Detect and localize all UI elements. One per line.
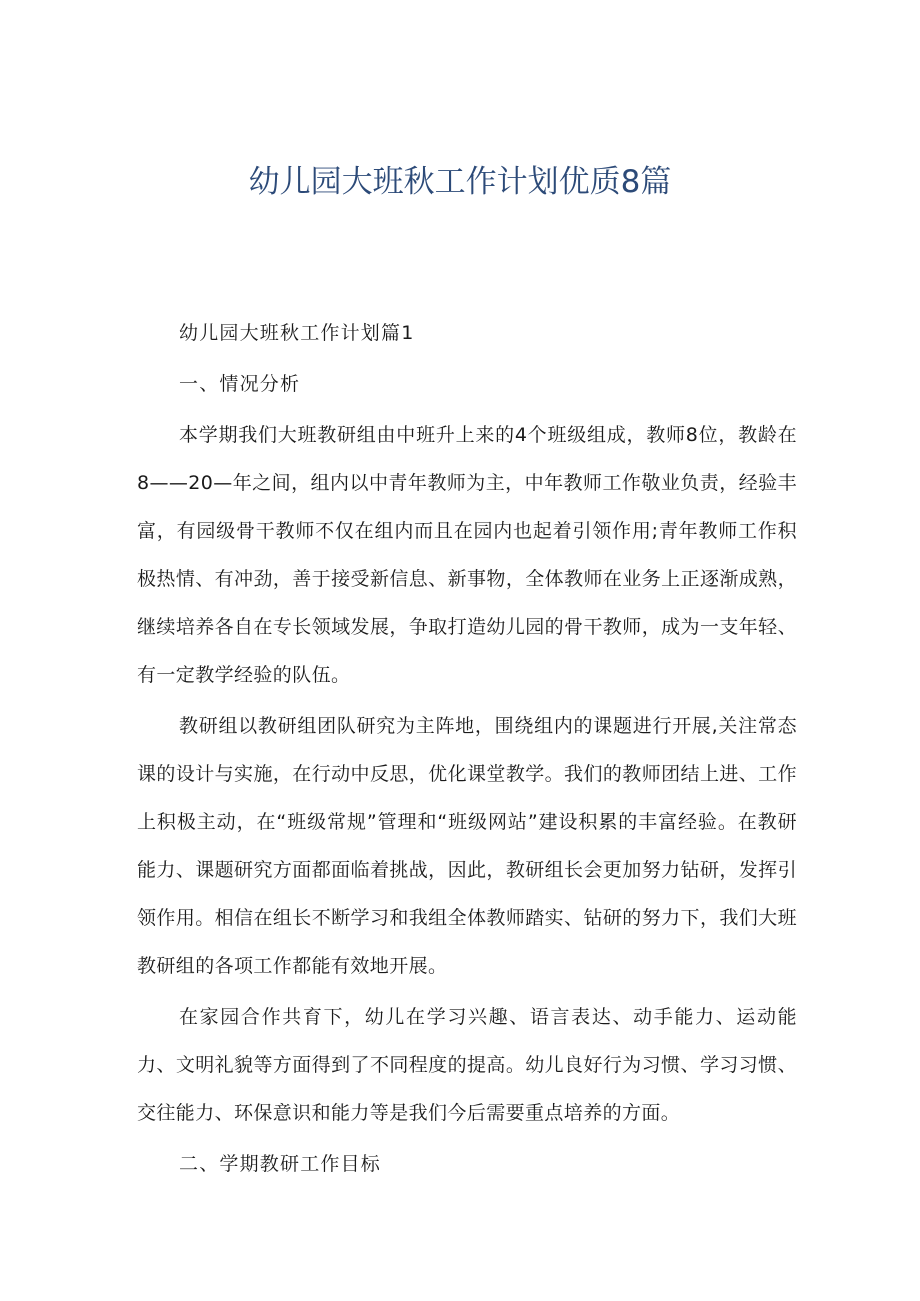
document-title: 幼儿园大班秋工作计划优质8篇 (248, 164, 672, 200)
paragraph-research-focus: 教研组以教研组团队研究为主阵地，围绕组内的课题进行开展,关注常态课的设计与实施，在行动中反思，优化课堂教学。我们的教师团结上进、工作上积极主动，在“班级常规”管理和“班级网站”建设积累的丰富经验。在教研能力、课题研究方面都面临着挑战，因此，教研组长会更加努力钻研，发挥引领作用。相信在组长不断学习和我组全体教师踏实、钻研的努力下，我们大班教研组的各项工作都能有效地开展。 (137, 715, 797, 977)
paragraph-team-overview: 本学期我们大班教研组由中班升上来的4个班级组成，教师8位，教龄在8——20—年之间，组内以中青年教师为主，中年教师工作敬业负责，经验丰富，有园级骨干教师不仅在组内而且在园内也起着引领作用;青年教师工作积极热情、有冲劲，善于接受新信息、新事物，全体教师在业务上正逐渐成熟，继续培养各自在专长领域发展，争取打造幼儿园的骨干教师，成为一支年轻、有一定教学经验的队伍。 (137, 424, 797, 686)
document-body (137, 309, 797, 1188)
section-heading-situation-analysis: 一、情况分析 (179, 373, 301, 395)
section-heading-plan-1: 幼儿园大班秋工作计划篇1 (179, 322, 415, 344)
section-heading-semester-goals: 二、学期教研工作目标 (179, 1153, 382, 1175)
paragraph-home-school-cooperation: 在家园合作共育下，幼儿在学习兴趣、语言表达、动手能力、运动能力、文明礼貌等方面得到了不同程度的提高。幼儿良好行为习惯、学习习惯、交往能力、环保意识和能力等是我们今后需要重点培养的方面。 (137, 1006, 797, 1124)
